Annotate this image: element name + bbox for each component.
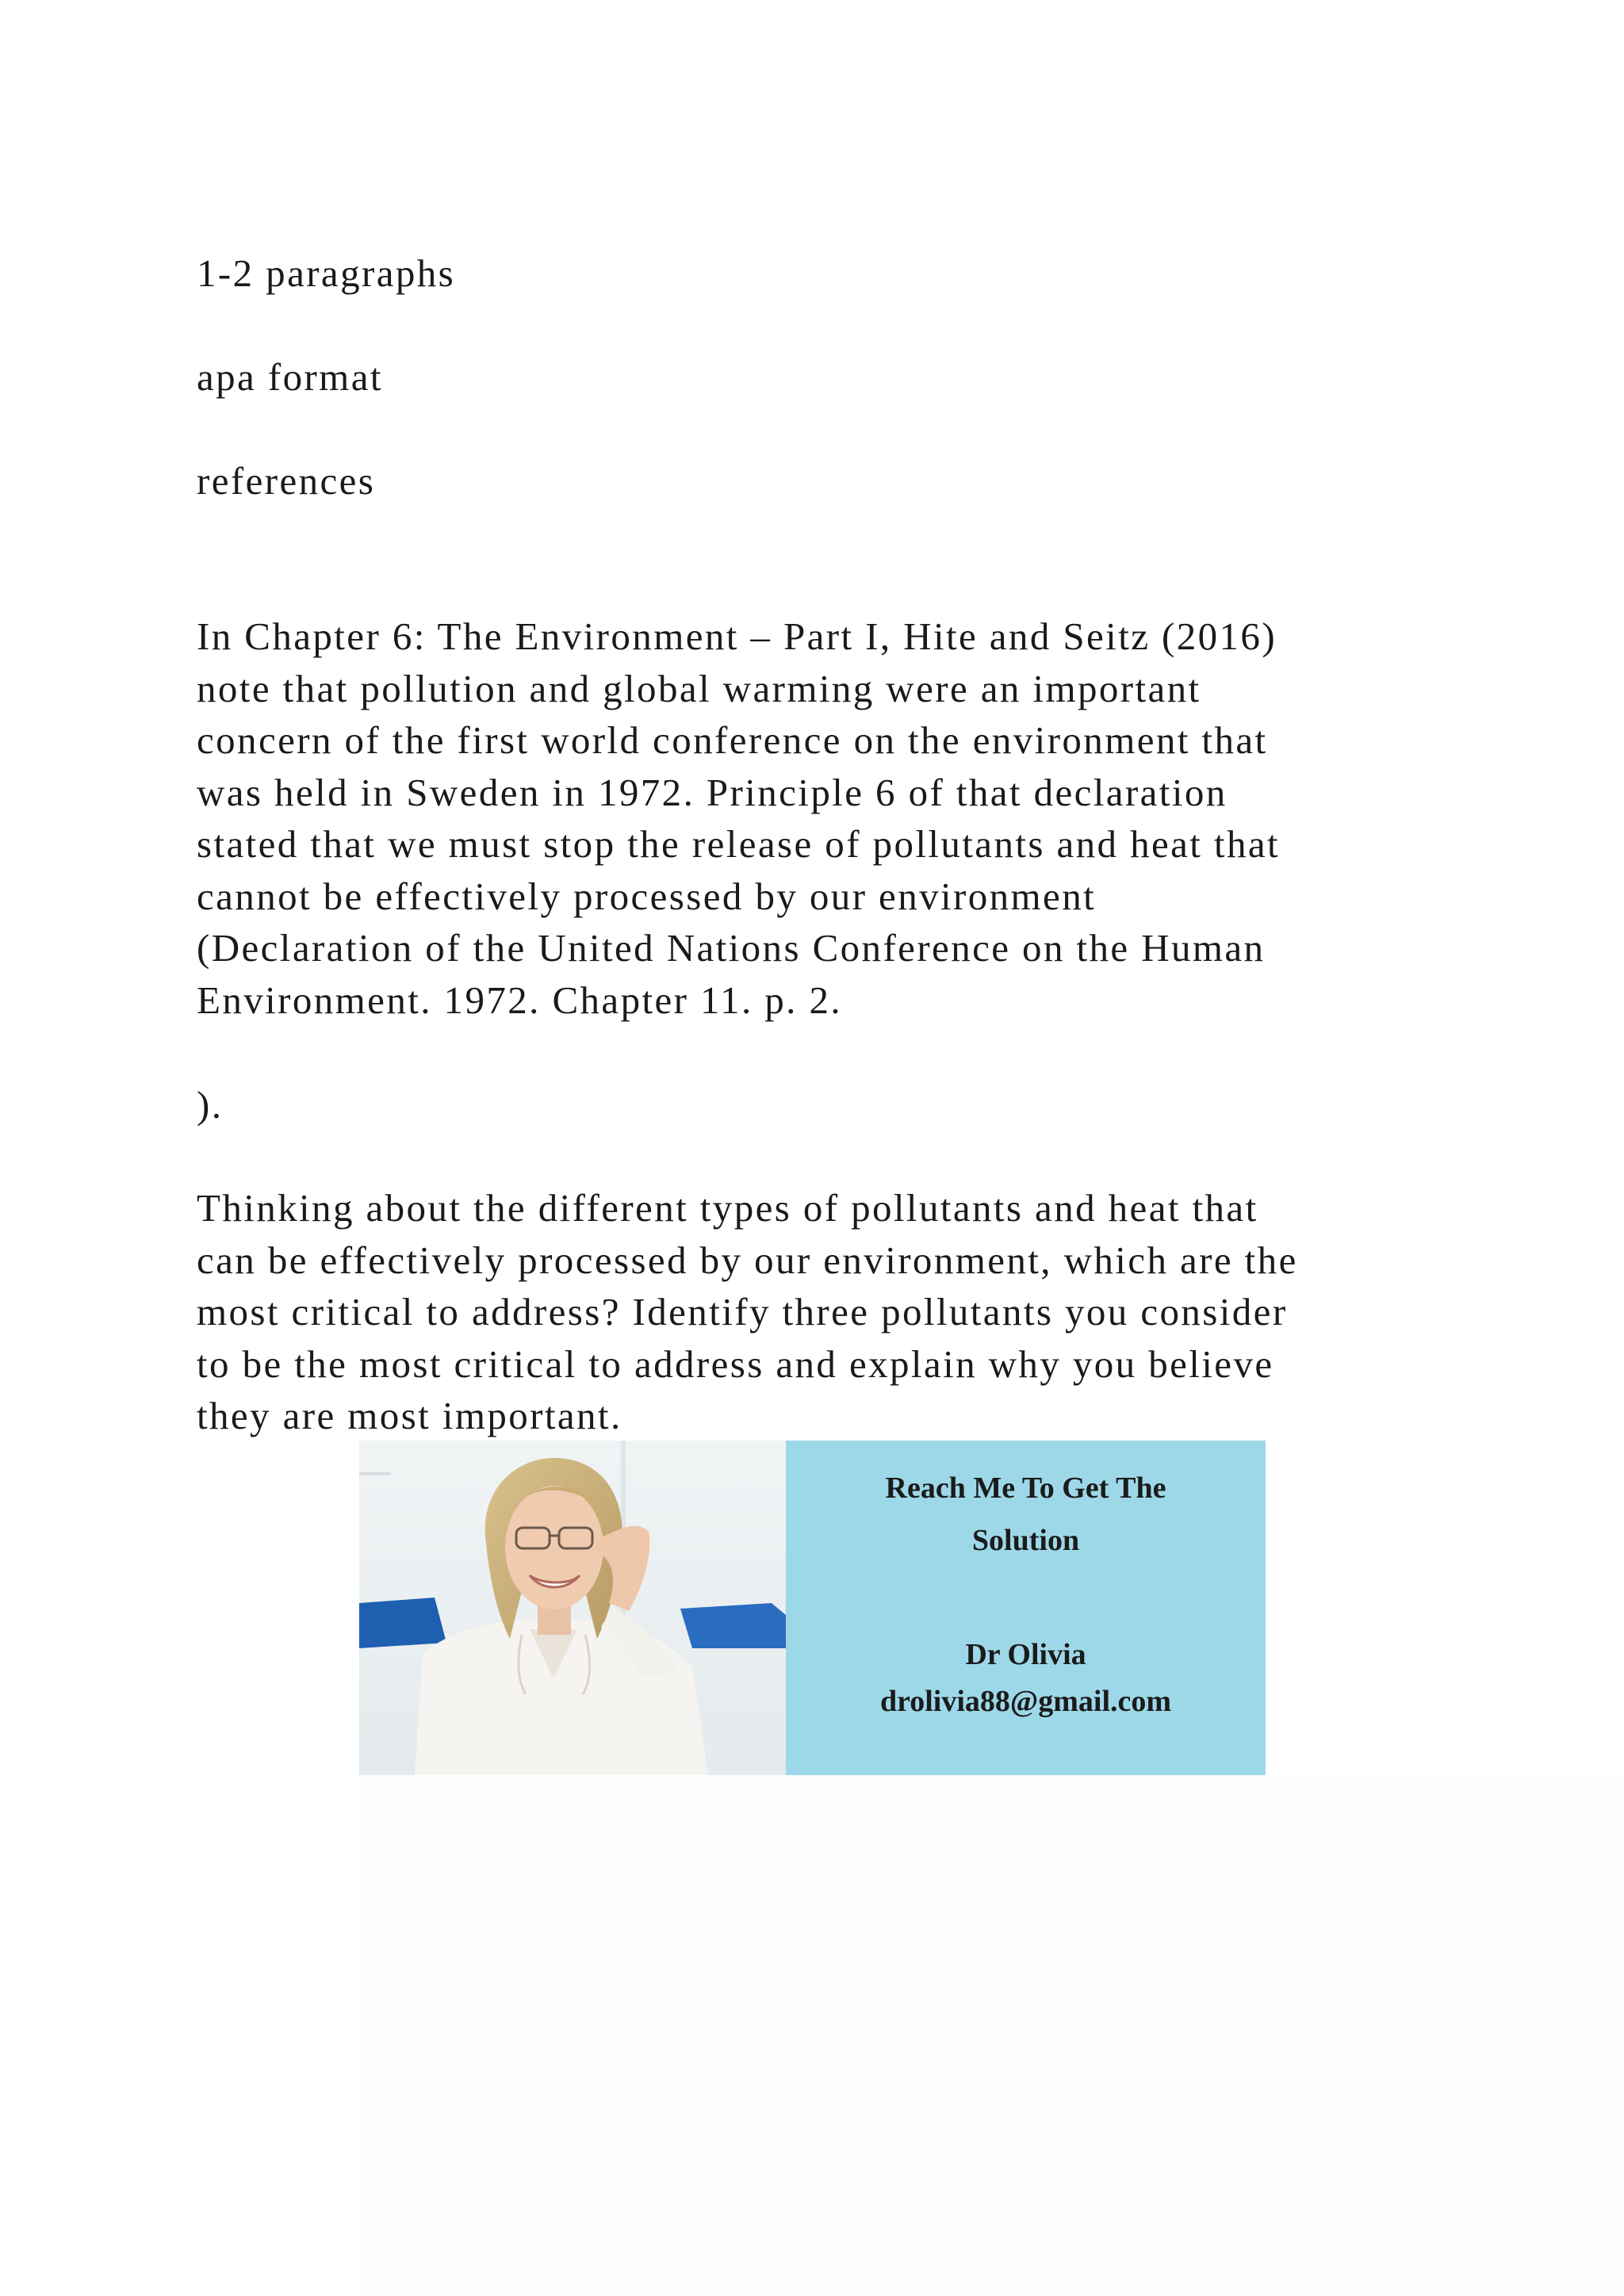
contact-name: Dr Olivia [965,1638,1086,1671]
body-paragraph-1-line: concern of the first world conference on the environment that [197,718,1268,762]
closing-parenthesis: ). [197,1083,224,1127]
body-paragraph-2-line: they are most important. [197,1394,622,1437]
woman-with-glasses-illustration [359,1441,786,1775]
body-paragraph-2-line: can be effectively processed by our environment, which are the [197,1238,1298,1282]
body-paragraph-1-line: In Chapter 6: The Environment – Part I, Hite and Seitz (2016) [197,614,1277,658]
contact-card [786,1441,1266,1775]
body-paragraph-2-line: most critical to address? Identify three pollutants you consider [197,1290,1288,1334]
requirement-references: references [197,459,376,503]
body-paragraph-1-line: (Declaration of the United Nations Conference on the Human [197,926,1266,970]
contact-card-title-line-1: Reach Me To Get The [885,1471,1166,1505]
body-paragraph-1-line: stated that we must stop the release of pollutants and heat that [197,822,1281,866]
body-paragraph-2-line: Thinking about the different types of pollutants and heat that [197,1186,1258,1230]
contact-email[interactable]: drolivia88@gmail.com [879,1685,1172,1718]
requirement-paragraph-count: 1-2 paragraphs [197,251,456,295]
contact-card-title-line-2: Solution [971,1524,1080,1557]
body-paragraph-1-line: note that pollution and global warming were an important [197,666,1201,710]
body-paragraph-1 [197,610,1434,1026]
contact-banner [359,1441,1266,1775]
body-paragraph-1-line: Environment. 1972. Chapter 11. p. 2. [197,978,843,1022]
portrait-photo [359,1441,786,1775]
body-paragraph-2-line: to be the most critical to address and explain why you believe [197,1341,1274,1386]
body-paragraph-1-line: was held in Sweden in 1972. Principle 6 of that declaration [197,770,1228,814]
body-paragraph-1-line: cannot be effectively processed by our environment [197,874,1097,918]
blank-image-area [359,1775,1624,2296]
requirement-format: apa format [197,355,383,399]
body-paragraph-2 [197,1182,1434,1442]
